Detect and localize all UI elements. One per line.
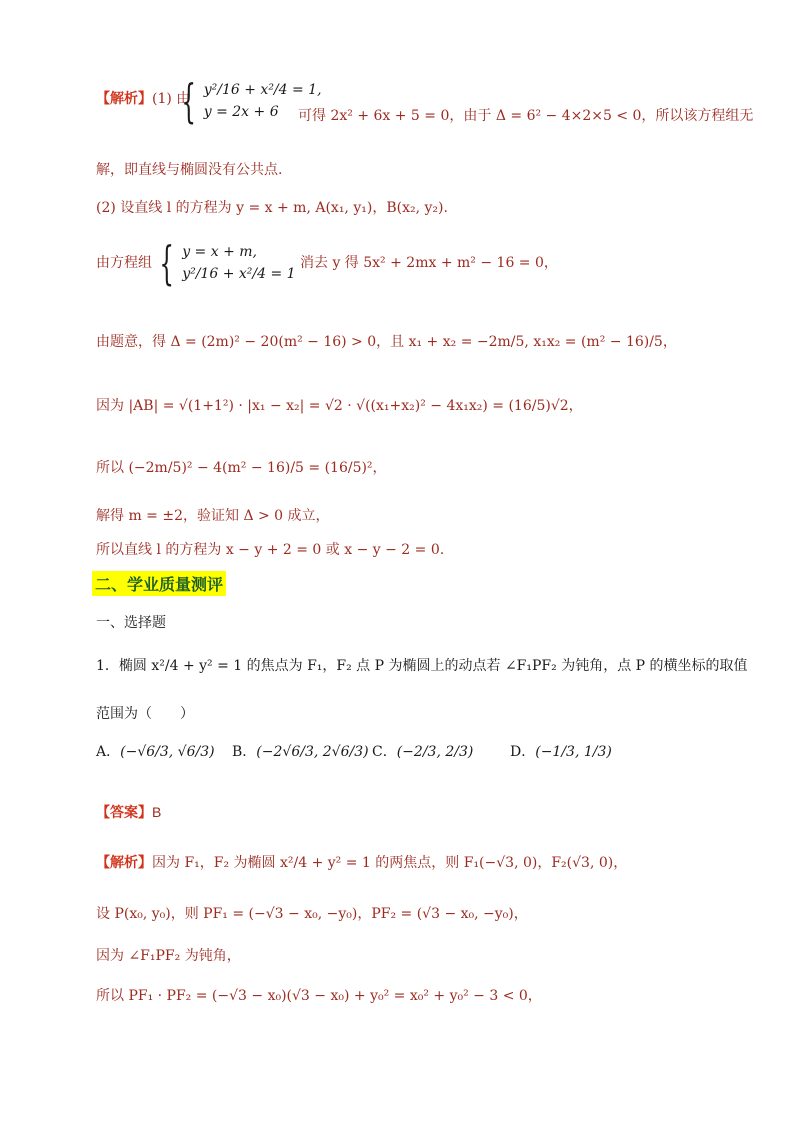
solution-2-result: 解得 m = ±2，验证知 Δ > 0 成立， <box>96 508 330 524</box>
system-rows <box>182 241 295 285</box>
solution-2-discriminant: 由题意，得 Δ = (2m)² − 20(m² − 16) > 0，且 x₁ + x₂ = −2m/5, x₁x₂ = (m² − 16)/5， <box>96 334 677 350</box>
system-eq-line: y = x + m, <box>182 244 257 260</box>
solution-1-intro: (1) 由 <box>152 91 191 107</box>
solution-2-system <box>96 236 558 290</box>
analysis-tag: 【解析】 <box>96 90 152 106</box>
system-eq-line: y = 2x + 6 <box>203 104 279 120</box>
option-b-value: (−2√6/3, 2√6/3) <box>256 744 369 760</box>
option-a <box>96 741 215 761</box>
option-b <box>232 741 369 761</box>
brace-icon: { <box>159 236 175 290</box>
option-c <box>372 741 473 761</box>
solution-1-after: 可得 2x² + 6x + 5 = 0，由于 Δ = 6² − 4×2×5 < 0，所以该方程组无 <box>298 108 754 124</box>
system-eq-ellipse: y²/16 + x²/4 = 1 <box>182 266 296 282</box>
option-a-value: (−√6/3, √6/3) <box>120 744 215 760</box>
solution-1-line <box>96 88 190 109</box>
option-d <box>510 741 612 761</box>
analysis-line-1 <box>96 852 627 873</box>
answer-value: B <box>152 804 162 820</box>
analysis-line-3: 因为 ∠F₁PF₂ 为钝角， <box>96 948 241 964</box>
question-1-stem: 1．椭圆 x²/4 + y² = 1 的焦点为 F₁，F₂ 点 P 为椭圆上的动点若 ∠F₁PF₂ 为钝角，点 P 的横坐标的取值 <box>96 658 748 674</box>
question-1-stem-cont: 范围为（ ） <box>96 706 194 722</box>
subsection-title: 一、选择题 <box>96 614 166 630</box>
option-b-label: B． <box>232 744 257 760</box>
system-suffix: 消去 y 得 5x² + 2mx + m² − 16 = 0， <box>300 255 558 271</box>
option-c-label: C． <box>372 744 397 760</box>
analysis-text-1: 因为 F₁，F₂ 为椭圆 x²/4 + y² = 1 的两焦点，则 F₁(−√3, 0)，F₂(√3, 0)， <box>152 855 628 871</box>
system-eq-ellipse: y²/16 + x²/4 = 1, <box>203 82 322 98</box>
solution-2-chord-length: 因为 |AB| = √(1+1²) · |x₁ − x₂| = √2 · √((x₁+x₂)² − 4x₁x₂) = (16/5)√2， <box>96 398 583 414</box>
option-a-label: A． <box>96 744 121 760</box>
brace-icon: { <box>181 74 196 128</box>
option-d-value: (−1/3, 1/3) <box>535 744 612 760</box>
section-title: 二、学业质量测评 <box>92 571 226 596</box>
solution-2-final: 所以直线 l 的方程为 x − y + 2 = 0 或 x − y − 2 = 0. <box>96 542 445 558</box>
option-c-value: (−2/3, 2/3) <box>396 744 474 760</box>
analysis-line-2: 设 P(x₀, y₀)，则 PF₁ = (−√3 − x₀, −y₀)，PF₂ = (√3 − x₀, −y₀)， <box>96 906 528 922</box>
answer-tag: 【答案】 <box>96 804 152 820</box>
solution-2-setup: (2) 设直线 l 的方程为 y = x + m, A(x₁, y₁)，B(x₂, y₂). <box>96 200 448 216</box>
analysis-line-4: 所以 PF₁ · PF₂ = (−√3 − x₀)(√3 − x₀) + y₀² = x₀² + y₀² − 3 < 0， <box>96 988 542 1004</box>
solution-1-conclusion: 解，即直线与椭圆没有公共点. <box>96 162 283 178</box>
solution-2-equation: 所以 (−2m/5)² − 4(m² − 16)/5 = (16/5)²， <box>96 460 387 476</box>
analysis-tag: 【解析】 <box>96 854 152 870</box>
answer-line <box>96 802 161 823</box>
system-prefix: 由方程组 <box>96 255 152 271</box>
option-d-label: D． <box>510 744 536 760</box>
